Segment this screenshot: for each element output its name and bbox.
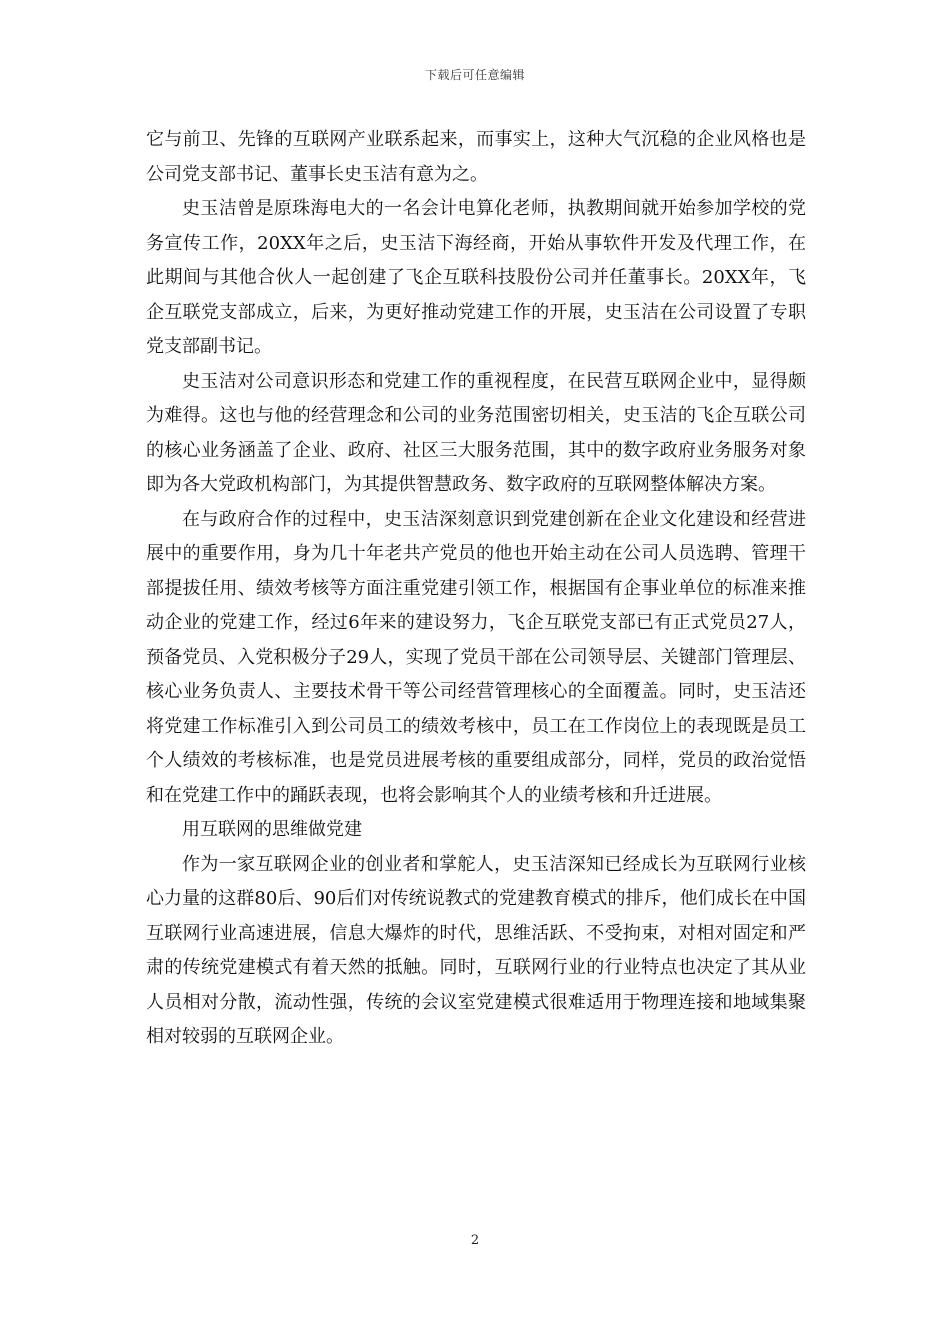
paragraph: 在与政府合作的过程中，史玉洁深刻意识到党建创新在企业文化建设和经营进展中的重要作用，身为几十年老共产党员的他也开始主动在公司人员选聘、管理干部提拔任用、绩效考核等方面注重党建引领工作，根据国有企事业单位的标准来推动企业的党建工作，经过6年来的建设努力，飞企互联党支部已有正式党员27人，预备党员、入党积极分子29人，实现了党员干部在公司领导层、关键部门管理层、核心业务负责人、主要技术骨干等公司经营管理核心的全面覆盖。同时，史玉洁还将党建工作标准引入到公司员工的绩效考核中，员工在工作岗位上的表现既是员工个人绩效的考核标准，也是党员进展考核的重要组成部分，同样，党员的政治觉悟和在党建工作中的踊跃表现，也将会影响其个人的业绩考核和升迁进展。 xyxy=(146,508,806,806)
section-heading: 用互联网的思维做党建 xyxy=(182,819,362,840)
paragraph: 史玉洁对公司意识形态和党建工作的重视程度，在民营互联网企业中，显得颇为难得。这也与他的经营理念和公司的业务范围密切相关，史玉洁的飞企互联公司的核心业务涵盖了企业、政府、社区三大服务范围，其中的数字政府业务服务对象即为各大党政机构部门，为其提供智慧政务、数字政府的互联网整体解决方案。 xyxy=(146,370,806,495)
paragraph: 史玉洁曾是原珠海电大的一名会计电算化老师，执教期间就开始参加学校的党务宣传工作，20XX年之后，史玉洁下海经商，开始从事软件开发及代理工作，在此期间与其他合伙人一起创建了飞企互联科技股份公司并任董事长。20XX年，飞企互联党支部成立，后来，为更好推动党建工作的开展，史玉洁在公司设置了专职党支部副书记。 xyxy=(146,198,806,357)
paragraph-continued: 它与前卫、先锋的互联网产业联系起来，而事实上，这种大气沉稳的企业风格也是公司党支部书记、董事长史玉洁有意为之。 xyxy=(146,129,806,185)
body-text xyxy=(146,123,806,1055)
page-header: 下载后可任意编辑 xyxy=(424,68,525,82)
paragraph: 作为一家互联网企业的创业者和掌舵人，史玉洁深知已经成长为互联网行业核心力量的这群80后、90后们对传统说教式的党建教育模式的排斥，他们成长在中国互联网行业高速进展，信息大爆炸的时代，思维活跃、不受拘束，对相对固定和严肃的传统党建模式有着天然的抵触。同时，互联网行业的行业特点也决定了其从业人员相对分散，流动性强，传统的会议室党建模式很难适用于物理连接和地域集聚相对较弱的互联网企业。 xyxy=(146,853,806,1047)
page-number: 2 xyxy=(470,1233,480,1248)
